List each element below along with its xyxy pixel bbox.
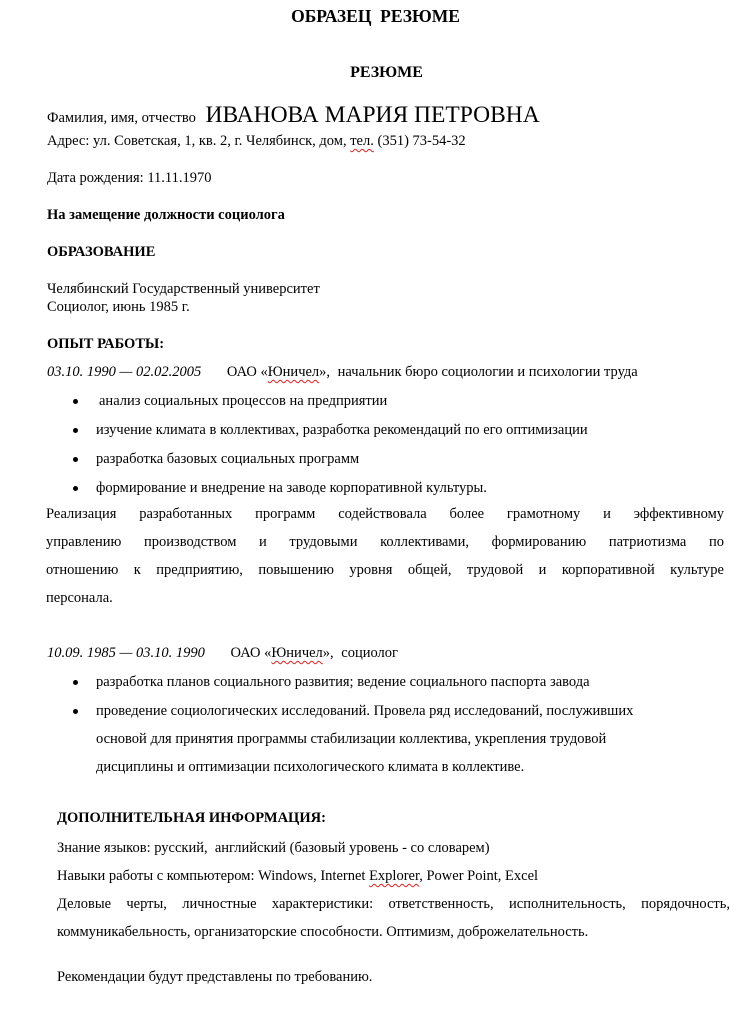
job-role: начальник бюро социологии и психологии труда (337, 364, 638, 380)
job-period: 03.10. 1990 — 02.02.2005 (47, 364, 202, 380)
job-bullet: проведение социологических исследований. Провела ряд исследований, послуживших (96, 703, 634, 719)
address-text: Адрес: ул. Советская, 1, кв. 2, г. Челябинск, дом, (47, 133, 347, 149)
computer-skills-explorer: Explorer (369, 868, 420, 884)
bullet-dot (73, 486, 78, 491)
computer-skills-rest: , Power Point, Excel (419, 868, 539, 884)
job-org-prefix: ОАО « (226, 364, 268, 380)
job-bullet: изучение климата в коллективах, разработка рекомендаций по его оптимизации (96, 422, 588, 438)
job-bullet: разработка базовых социальных программ (96, 451, 360, 467)
languages-line: Знание языков: русский, английский (базовый уровень - со словарем) (57, 840, 490, 856)
full-name: ИВАНОВА МАРИЯ ПЕТРОВНА (205, 102, 540, 128)
birth-date: Дата рождения: 11.11.1970 (47, 170, 212, 186)
traits-line: коммуникабельность, организаторские способности. Оптимизм, доброжелательность. (57, 924, 589, 940)
job-summary-line: Реализация разработанных программ содействовала более грамотному и эффективному (46, 506, 724, 522)
computer-skills-line (57, 868, 538, 885)
job-bullet-continuation: основой для принятия программы стабилизации коллектива, укрепления трудовой (96, 731, 607, 747)
bullet-dot (73, 428, 78, 433)
position-sought: На замещение должности социолога (47, 207, 285, 223)
traits-line: Деловые черты, личностные характеристики: ответственность, исполнительность, порядочность, (57, 896, 730, 912)
bullet-dot (73, 709, 78, 714)
additional-heading: ДОПОЛНИТЕЛЬНАЯ ИНФОРМАЦИЯ: (57, 810, 326, 826)
bullet-dot (73, 457, 78, 462)
address-phone: (351) 73-54-32 (377, 133, 466, 149)
name-line (47, 102, 540, 129)
computer-skills-text: Навыки работы с компьютером: Windows, Internet (57, 868, 366, 884)
job-org-prefix: ОАО « (230, 645, 272, 661)
resume-heading: РЕЗЮМЕ (350, 64, 423, 81)
name-label: Фамилия, имя, отчество (47, 110, 196, 126)
job-role: социолог (341, 645, 398, 661)
job-summary-line: отношению к предприятию, повышению уровня общей, трудовой и корпоративной культуре (46, 562, 724, 578)
education-degree: Социолог, июнь 1985 г. (47, 299, 190, 315)
job-bullet: анализ социальных процессов на предприятии (99, 393, 388, 409)
job-org-name: Юничел (267, 364, 320, 380)
job-org-suffix: », (322, 645, 334, 661)
job-bullet: разработка планов социального развития; ведение социального паспорта завода (96, 674, 590, 690)
job-period: 10.09. 1985 — 03.10. 1990 (47, 645, 205, 661)
bullet-dot (73, 399, 78, 404)
job-summary-line: управлению производством и трудовыми коллективами, формированию патриотизма по (46, 534, 724, 550)
job-org-name: Юничел (271, 645, 323, 661)
job-bullet: формирование и внедрение на заводе корпоративной культуры. (96, 480, 487, 496)
job-header (47, 364, 638, 381)
recommendations-line: Рекомендации будут представлены по требованию. (57, 969, 373, 985)
bullet-dot (73, 680, 78, 685)
job-bullet-continuation: дисциплины и оптимизации психологического климата в коллективе. (96, 759, 525, 775)
education-heading: ОБРАЗОВАНИЕ (47, 244, 156, 260)
job-org-suffix: », (319, 364, 331, 380)
address-tel-label: тел. (350, 133, 374, 149)
education-university: Челябинский Государственный университет (47, 281, 320, 297)
address-line (47, 133, 466, 150)
document-title: ОБРАЗЕЦ РЕЗЮМЕ (291, 6, 460, 26)
job-header (47, 645, 398, 662)
experience-heading: ОПЫТ РАБОТЫ: (47, 336, 165, 352)
job-summary-line: персонала. (46, 590, 113, 606)
